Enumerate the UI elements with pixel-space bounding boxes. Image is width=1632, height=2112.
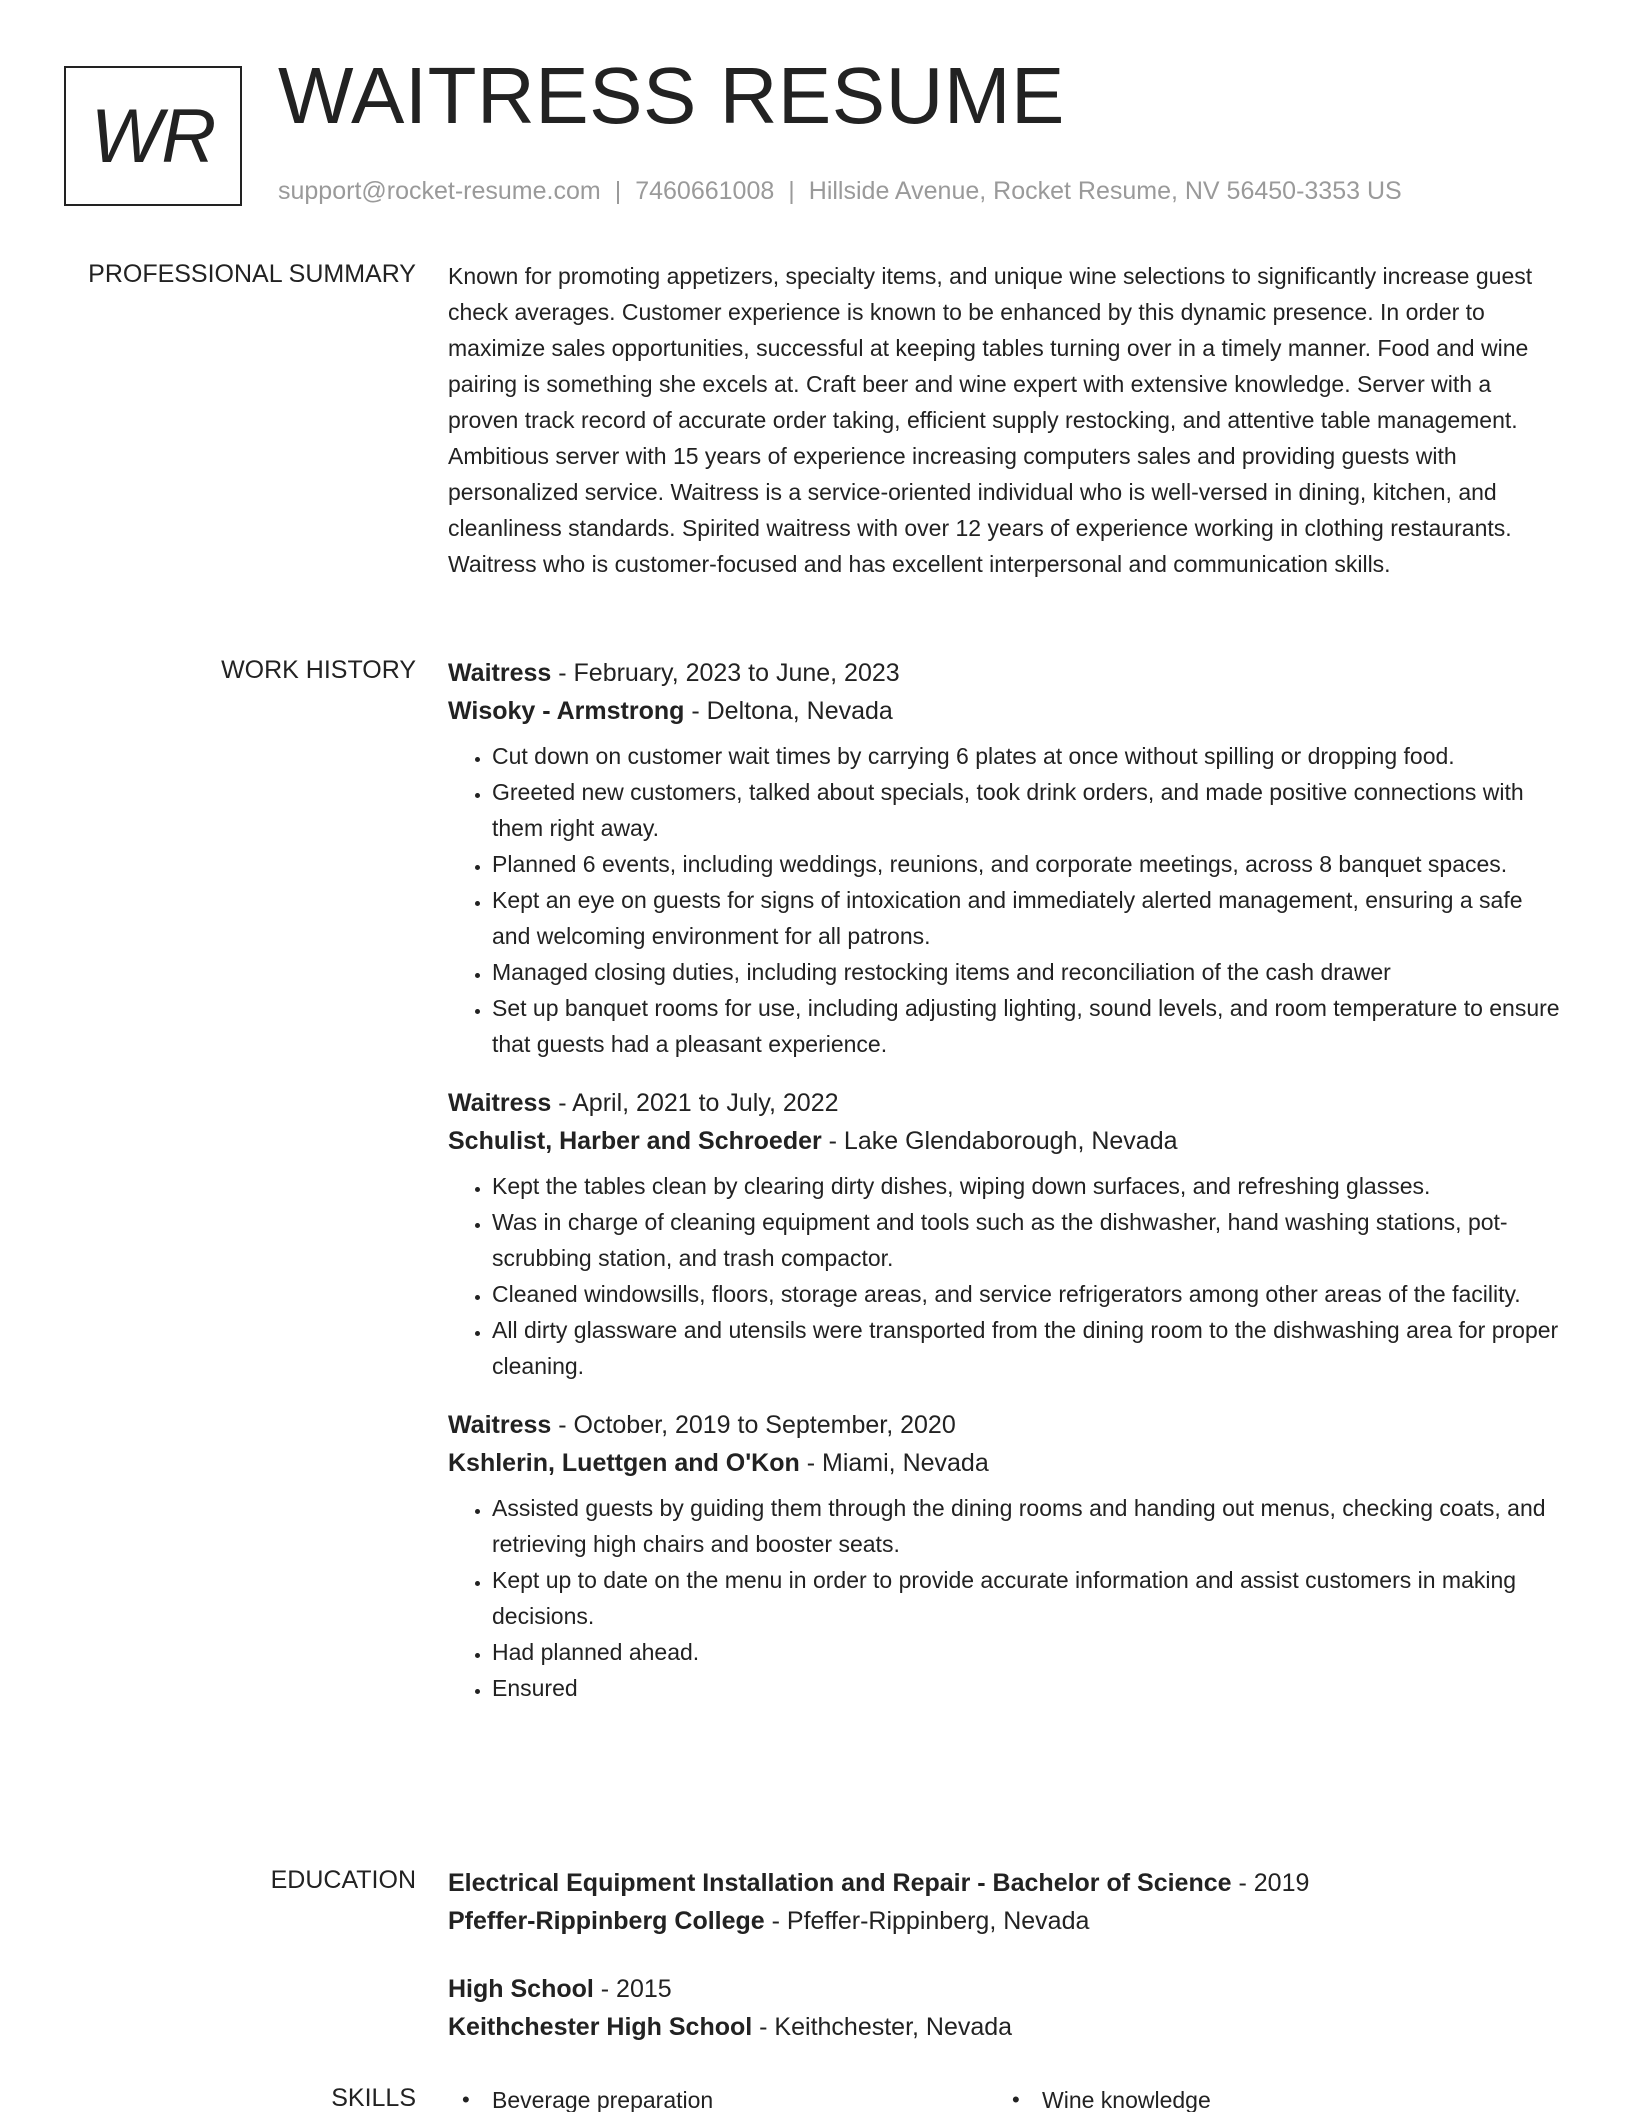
job-bullet: • Ensured (492, 1670, 1566, 1706)
summary-content (448, 258, 1566, 582)
job-entry (448, 1084, 1566, 1384)
job-title: Waitress (448, 1089, 552, 1117)
job-title-line (448, 1406, 1566, 1444)
monogram-text: WR (90, 93, 216, 179)
job-bullet: • Greeted new customers, talked about specials, took drink orders, and made positive connections with them right away. (492, 774, 1566, 846)
education-entry (448, 1864, 1566, 1940)
skill-item: • Wine knowledge (998, 2082, 1548, 2112)
job-company: Wisoky - Armstrong (448, 697, 685, 725)
job-dates: - February, 2023 to June, 2023 (551, 659, 900, 687)
contact-address: Hillside Avenue, Rocket Resume, NV 56450-3353 US (808, 177, 1402, 205)
job-bullet: • Managed closing duties, including restocking items and reconciliation of the cash drawer (492, 954, 1566, 990)
skills-list (448, 2082, 1566, 2112)
job-bullet: • Kept up to date on the menu in order to provide accurate information and assist customers in making decisions. (492, 1562, 1566, 1634)
contact-email[interactable]: support@rocket-resume.com (278, 177, 601, 205)
section-label-work-history: WORK HISTORY (221, 656, 416, 684)
education-school-line (448, 1902, 1566, 1940)
job-location: - Miami, Nevada (799, 1449, 989, 1477)
job-dates: - April, 2021 to July, 2022 (551, 1089, 839, 1117)
summary-text: Known for promoting appetizers, specialty items, and unique wine selections to significantly increase guest check averages. Customer experience is known to be enhanced by this dynamic presence. In order to maximize sales opportunities, successful at keeping tables turning over in a timely manner. Food and wine pairing is something she excels at. Craft beer and wine expert with extensive knowledge. Server with a proven track record of accurate order taking, efficient supply restocking, and attentive table management. Ambitious server with 15 years of experience increasing computers sales and providing guests with personalized service. Waitress is a service-oriented individual who is well-versed in dining, kitchen, and cleanliness standards. Spirited waitress with over 12 years of experience working in clothing restaurants. Waitress who is customer-focused and has excellent interpersonal and communication skills. (448, 263, 1533, 577)
job-title-line (448, 654, 1566, 692)
monogram-logo (64, 66, 242, 206)
job-dates: - October, 2019 to September, 2020 (551, 1411, 956, 1439)
skill-item: • Beverage preparation (448, 2082, 998, 2112)
job-bullet: • Cut down on customer wait times by carrying 6 plates at once without spilling or dropping food. (492, 738, 1566, 774)
job-bullet: • Had planned ahead. (492, 1634, 1566, 1670)
job-bullet: • Cleaned windowsills, floors, storage areas, and service refrigerators among other areas of the facility. (492, 1276, 1566, 1312)
contact-separator: | (614, 177, 622, 205)
job-bullets (448, 738, 1566, 1062)
section-label-skills: SKILLS (331, 2084, 416, 2112)
job-entry (448, 1406, 1566, 1706)
education-year: - 2015 (593, 1975, 672, 2003)
education-degree-line (448, 1864, 1566, 1902)
education-degree: High School (448, 1975, 594, 2003)
education-school: Keithchester High School (448, 2013, 753, 2041)
education-school: Pfeffer-Rippinberg College (448, 1907, 765, 1935)
job-entry (448, 654, 1566, 1062)
job-company-line (448, 1444, 1566, 1482)
section-label-education: EDUCATION (270, 1866, 416, 1894)
work-history-content (448, 654, 1566, 1728)
job-bullet: • Set up banquet rooms for use, including adjusting lighting, sound levels, and room temperature to ensure that guests had a pleasant experience. (492, 990, 1566, 1062)
education-degree-line (448, 1970, 1566, 2008)
education-year: - 2019 (1231, 1869, 1310, 1897)
job-title-line (448, 1084, 1566, 1122)
job-location: - Lake Glendaborough, Nevada (821, 1127, 1178, 1155)
job-bullet: • Was in charge of cleaning equipment and tools such as the dishwasher, hand washing stations, pot-scrubbing station, and trash compactor. (492, 1204, 1566, 1276)
section-label-summary: PROFESSIONAL SUMMARY (88, 260, 416, 288)
contact-phone[interactable]: 7460661008 (635, 177, 775, 205)
job-bullet: • Planned 6 events, including weddings, reunions, and corporate meetings, across 8 banquet spaces. (492, 846, 1566, 882)
job-bullet: • Assisted guests by guiding them through the dining rooms and handing out menus, checking coats, and retrieving high chairs and booster seats. (492, 1490, 1566, 1562)
education-location: - Pfeffer-Rippinberg, Nevada (764, 1907, 1090, 1935)
job-bullets (448, 1490, 1566, 1706)
education-degree: Electrical Equipment Installation and Repair - Bachelor of Science (448, 1869, 1232, 1897)
job-location: - Deltona, Nevada (684, 697, 893, 725)
job-company: Kshlerin, Luettgen and O'Kon (448, 1449, 800, 1477)
resume-title: WAITRESS RESUME (278, 51, 1065, 140)
job-title: Waitress (448, 1411, 552, 1439)
job-company: Schulist, Harber and Schroeder (448, 1127, 822, 1155)
job-bullets (448, 1168, 1566, 1384)
education-location: - Keithchester, Nevada (752, 2013, 1013, 2041)
job-bullet: • All dirty glassware and utensils were transported from the dining room to the dishwashing area for proper cleaning. (492, 1312, 1566, 1384)
education-entry (448, 1970, 1566, 2046)
job-bullet: • Kept an eye on guests for signs of intoxication and immediately alerted management, ensuring a safe and welcoming environment for all patrons. (492, 882, 1566, 954)
contact-line (278, 176, 1402, 206)
job-company-line (448, 1122, 1566, 1160)
job-company-line (448, 692, 1566, 730)
job-bullet: • Kept the tables clean by clearing dirty dishes, wiping down surfaces, and refreshing glasses. (492, 1168, 1566, 1204)
education-school-line (448, 2008, 1566, 2046)
job-title: Waitress (448, 659, 552, 687)
contact-separator: | (788, 177, 795, 205)
education-content (448, 1864, 1566, 2068)
skills-content (448, 2082, 1566, 2112)
